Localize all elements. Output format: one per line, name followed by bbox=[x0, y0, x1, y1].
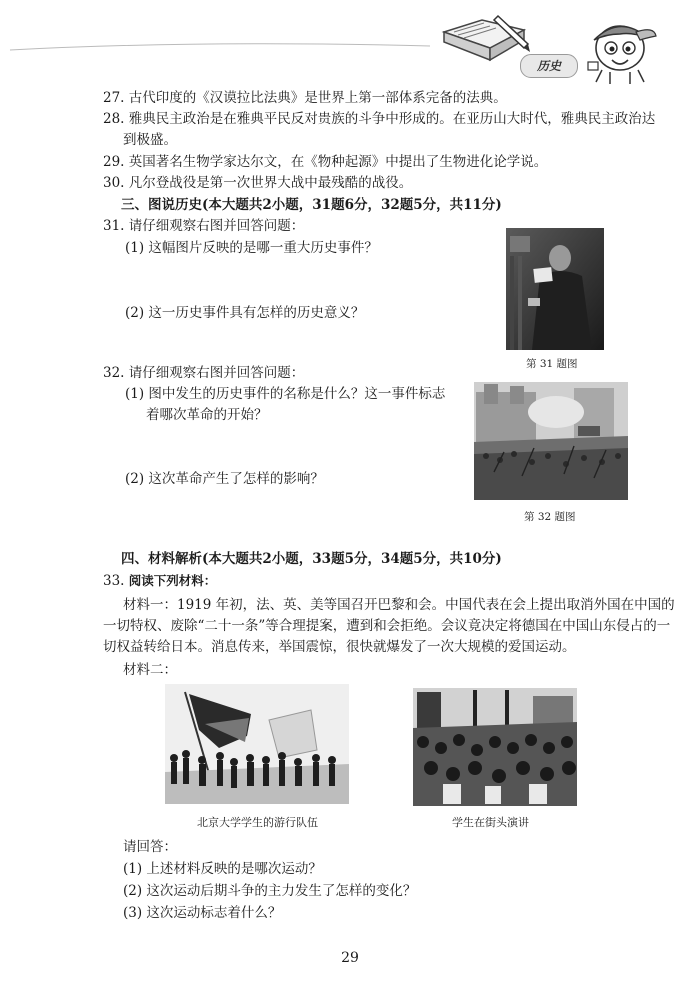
q32-sub1-line2: 着哪次革命的开始？ bbox=[146, 407, 268, 423]
q32-photo-art bbox=[474, 382, 628, 500]
q33-stem bbox=[103, 572, 216, 590]
q33-material1-line1: 材料一：1919 年初，法、英、美等国召开巴黎和会。中国代表在会上提出取消外国在中国的 bbox=[123, 597, 675, 613]
q33-sub2: (2) 这次运动后期斗争的主力发生了怎样的变化？ bbox=[123, 883, 417, 899]
q31-photo bbox=[506, 228, 604, 350]
q31-photo-art bbox=[506, 228, 604, 350]
q32-photo bbox=[474, 382, 628, 500]
q33-photo-parade-art bbox=[165, 684, 349, 804]
page-header bbox=[0, 10, 700, 73]
q33-photo-parade-caption: 北京大学学生的游行队伍 bbox=[197, 816, 318, 829]
book-pen-icon bbox=[438, 14, 530, 68]
q31-sub1: (1) 这幅图片反映的是哪一重大历史事件？ bbox=[125, 240, 378, 256]
q33-sub3: (3) 这次运动标志着什么？ bbox=[123, 905, 282, 921]
q32-sub2: (2) 这次革命产生了怎样的影响？ bbox=[125, 471, 324, 487]
q33-photo-speech-caption: 学生在街头演讲 bbox=[452, 816, 529, 829]
item-28-line1: 28. 雅典民主政治是在雅典平民反对贵族的斗争中形成的。在亚历山大时代，雅典民主政治达 bbox=[103, 111, 656, 127]
q33-material1-line3: 切权益转给日本。消息传来，举国震惊，很快就爆发了一次大规模的爱国运动。 bbox=[103, 639, 576, 655]
q33-photo-speech bbox=[413, 688, 577, 806]
cartoon-kid-icon bbox=[580, 16, 660, 84]
q31-sub2: (2) 这一历史事件具有怎样的历史意义？ bbox=[125, 305, 365, 321]
item-27: 27. 古代印度的《汉谟拉比法典》是世界上第一部体系完备的法典。 bbox=[103, 90, 507, 106]
section-3-heading: 三、图说历史(本大题共2小题，31题6分，32题5分，共11分) bbox=[121, 197, 502, 213]
q31-stem: 31. 请仔细观察右图并回答问题： bbox=[103, 218, 305, 234]
q32-stem: 32. 请仔细观察右图并回答问题： bbox=[103, 365, 305, 381]
q33-ask: 请回答： bbox=[123, 839, 177, 855]
q32-caption: 第 32 题图 bbox=[524, 511, 576, 523]
item-30: 30. 凡尔登战役是第一次世界大战中最残酷的战役。 bbox=[103, 175, 413, 191]
q33-sub1: (1) 上述材料反映的是哪次运动？ bbox=[123, 861, 322, 877]
item-29: 29. 英国著名生物学家达尔文，在《物种起源》中提出了生物进化论学说。 bbox=[103, 154, 548, 170]
section-4-heading: 四、材料解析(本大题共2小题，33题5分，34题5分，共10分) bbox=[121, 551, 502, 567]
q33-photo-parade bbox=[165, 684, 349, 804]
q33-material1-line2: 一切特权、废除“二十一条”等合理提案，遭到和会拒绝。会议竟决定将德国在中国山东侵占的一 bbox=[103, 618, 671, 634]
item-28-line2: 到极盛。 bbox=[123, 132, 177, 148]
q33-number: 33. bbox=[103, 573, 125, 589]
subject-badge: 历史 bbox=[520, 54, 578, 78]
page-number: 29 bbox=[341, 950, 359, 966]
q33-stem-label: 阅读下列材料： bbox=[128, 573, 217, 588]
q32-sub1-line1: (1) 图中发生的历史事件的名称是什么？这一事件标志 bbox=[125, 386, 446, 402]
q31-caption: 第 31 题图 bbox=[526, 358, 578, 370]
q33-material2-label: 材料二： bbox=[123, 662, 177, 678]
q33-photo-speech-art bbox=[413, 688, 577, 806]
